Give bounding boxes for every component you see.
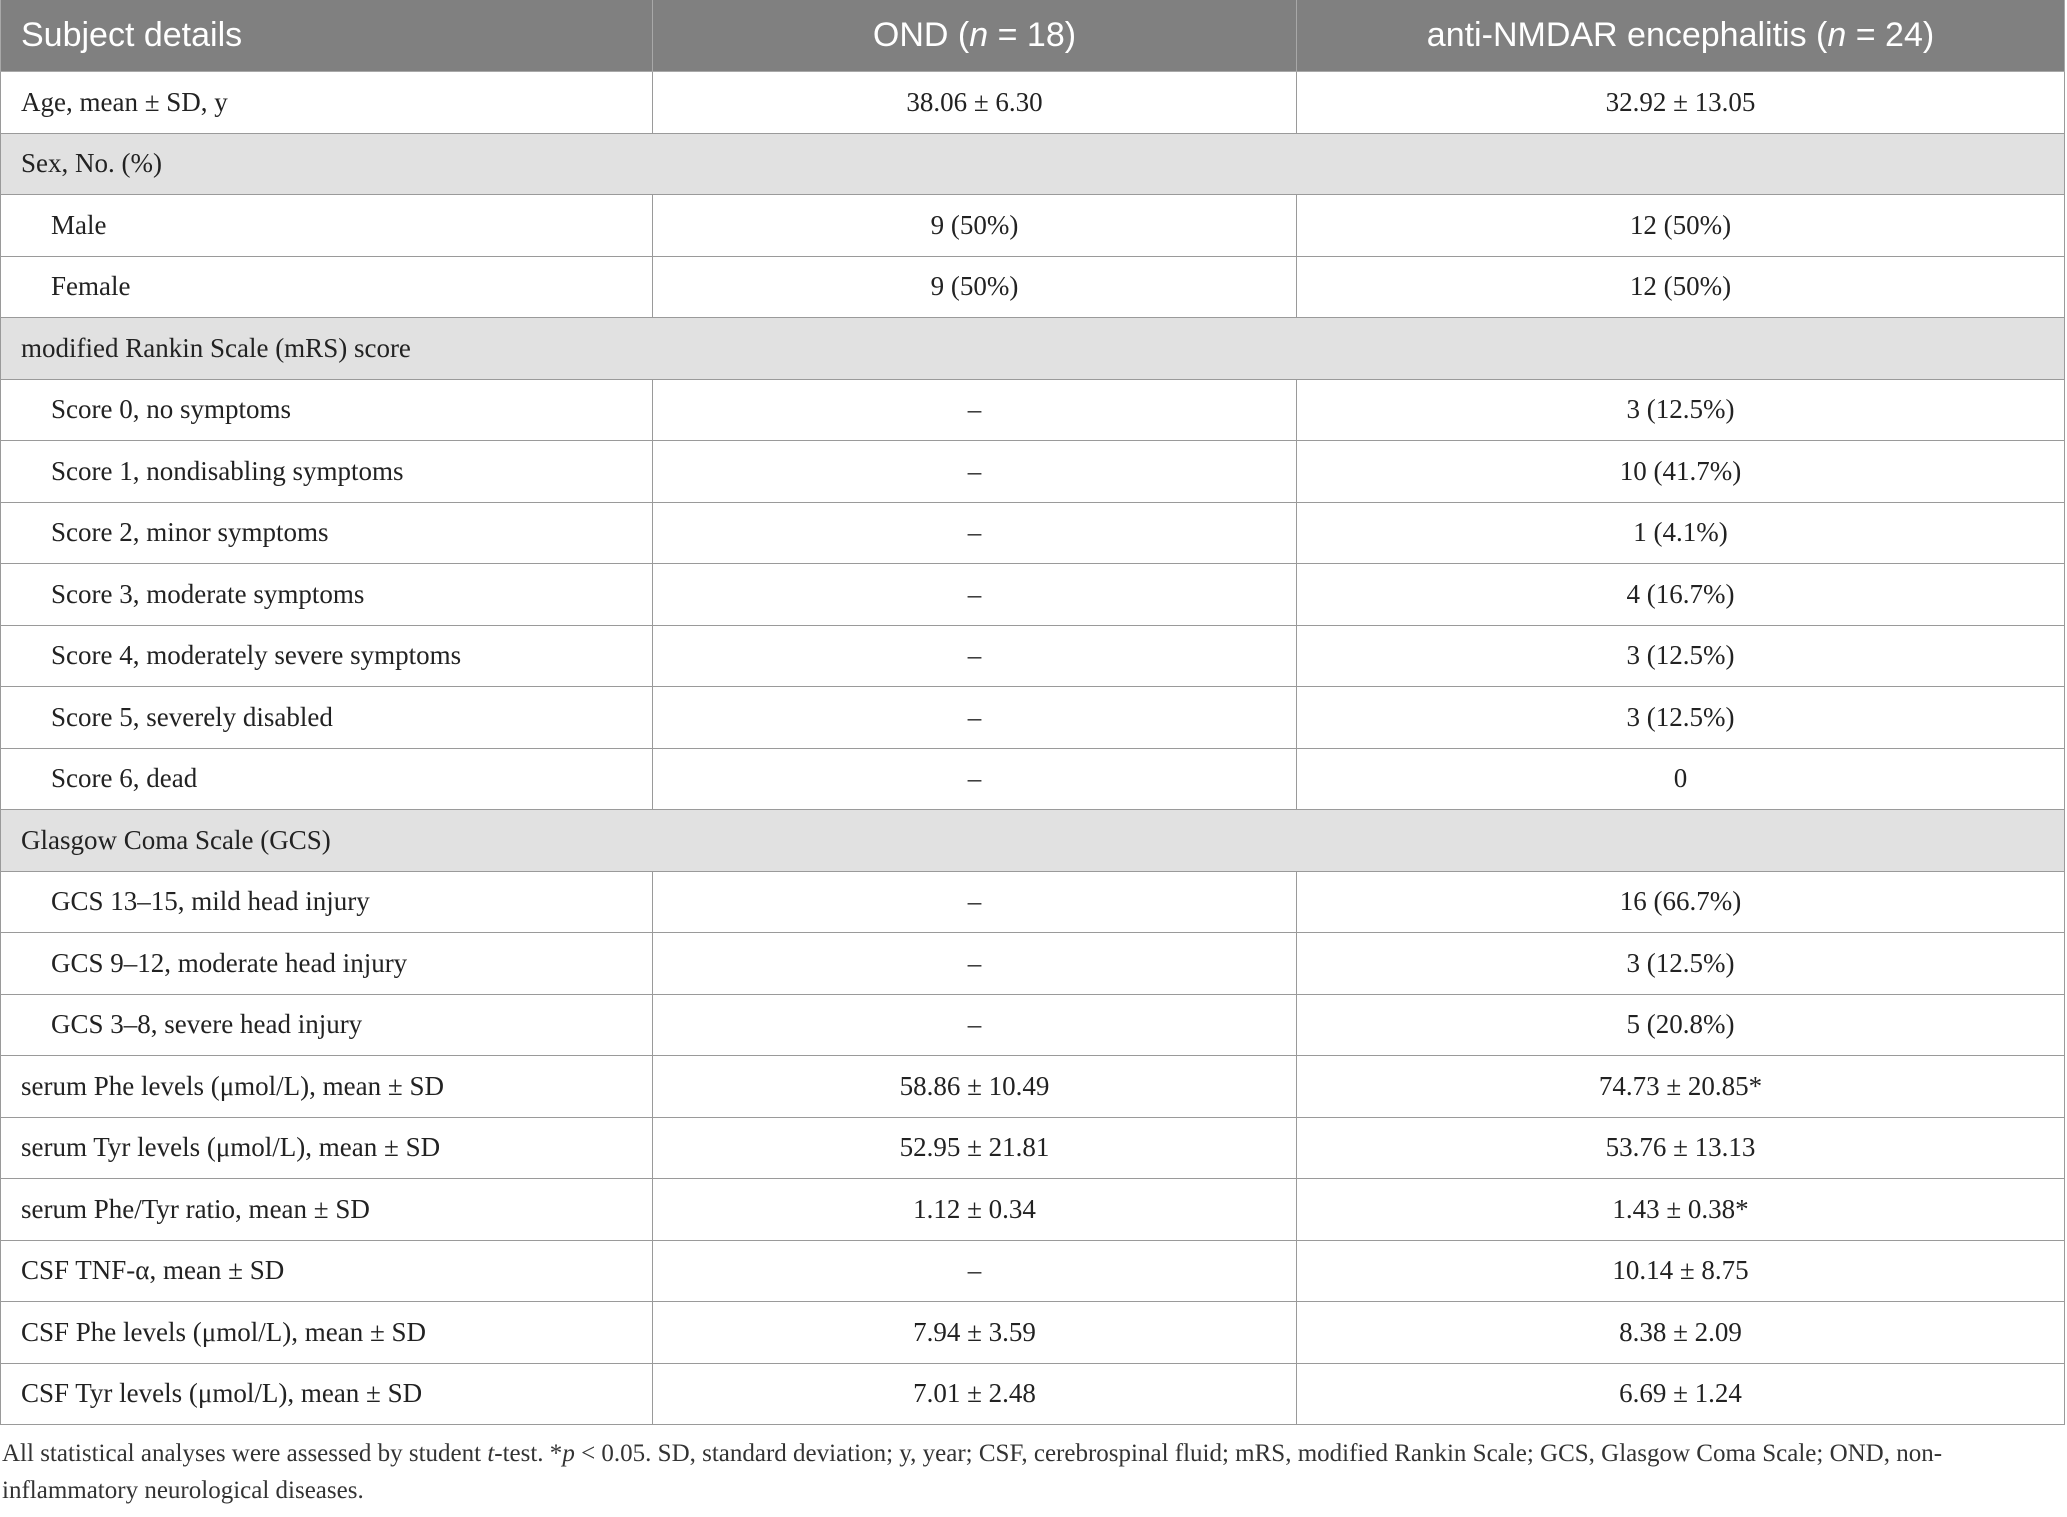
group-label: modified Rankin Scale (mRS) score <box>1 318 2065 380</box>
table-row <box>1 1056 2065 1118</box>
table-row <box>1 687 2065 749</box>
row-label: Score 3, moderate symptoms <box>1 564 653 626</box>
row-label: GCS 9–12, moderate head injury <box>1 933 653 995</box>
nmdar-value: 3 (12.5%) <box>1297 379 2065 441</box>
row-label: GCS 3–8, severe head injury <box>1 994 653 1056</box>
ond-value: – <box>653 625 1297 687</box>
ond-value: 58.86 ± 10.49 <box>653 1056 1297 1118</box>
table-row <box>1 72 2065 134</box>
row-label: Age, mean ± SD, y <box>1 72 653 134</box>
table-row <box>1 502 2065 564</box>
footnote-part1: All statistical analyses were assessed by student <box>2 1440 488 1467</box>
header-nmdar <box>1297 0 2065 72</box>
group-label: Glasgow Coma Scale (GCS) <box>1 810 2065 872</box>
row-label: CSF Tyr levels (μmol/L), mean ± SD <box>1 1363 653 1425</box>
table-row <box>1 1363 2065 1425</box>
table-footnote <box>0 1425 2044 1509</box>
nmdar-value: 3 (12.5%) <box>1297 687 2065 749</box>
ond-value: – <box>653 687 1297 749</box>
ond-value: 52.95 ± 21.81 <box>653 1117 1297 1179</box>
nmdar-value: 74.73 ± 20.85* <box>1297 1056 2065 1118</box>
nmdar-value: 3 (12.5%) <box>1297 625 2065 687</box>
header-subject-details: Subject details <box>1 0 653 72</box>
table-row <box>1 748 2065 810</box>
header-nmdar-suffix: = 24) <box>1846 16 1935 54</box>
header-ond-prefix: OND ( <box>872 16 970 54</box>
table-row <box>1 1117 2065 1179</box>
ond-value: 38.06 ± 6.30 <box>653 72 1297 134</box>
ond-value: 9 (50%) <box>653 256 1297 318</box>
nmdar-value: 0 <box>1297 748 2065 810</box>
nmdar-value: 32.92 ± 13.05 <box>1297 72 2065 134</box>
table-row <box>1 933 2065 995</box>
ond-value: – <box>653 441 1297 503</box>
header-ond <box>653 0 1297 72</box>
group-row-sex <box>1 133 2065 195</box>
ond-value: 7.94 ± 3.59 <box>653 1302 1297 1364</box>
table-row <box>1 625 2065 687</box>
nmdar-value: 1.43 ± 0.38* <box>1297 1179 2065 1241</box>
table-row <box>1 871 2065 933</box>
nmdar-value: 53.76 ± 13.13 <box>1297 1117 2065 1179</box>
nmdar-value: 12 (50%) <box>1297 195 2065 257</box>
table-row <box>1 994 2065 1056</box>
nmdar-value: 8.38 ± 2.09 <box>1297 1302 2065 1364</box>
ond-value: – <box>653 748 1297 810</box>
table-row <box>1 1240 2065 1302</box>
row-label: Female <box>1 256 653 318</box>
table-row <box>1 441 2065 503</box>
table-row <box>1 1179 2065 1241</box>
ond-value: – <box>653 933 1297 995</box>
row-label: serum Phe/Tyr ratio, mean ± SD <box>1 1179 653 1241</box>
nmdar-value: 4 (16.7%) <box>1297 564 2065 626</box>
header-row <box>1 0 2065 72</box>
ond-value: – <box>653 502 1297 564</box>
ond-value: – <box>653 1240 1297 1302</box>
nmdar-value: 3 (12.5%) <box>1297 933 2065 995</box>
row-label: Score 1, nondisabling symptoms <box>1 441 653 503</box>
row-label: Score 6, dead <box>1 748 653 810</box>
row-label: GCS 13–15, mild head injury <box>1 871 653 933</box>
group-row-gcs <box>1 810 2065 872</box>
row-label: serum Phe levels (μmol/L), mean ± SD <box>1 1056 653 1118</box>
row-label: Score 0, no symptoms <box>1 379 653 441</box>
header-nmdar-n: n <box>1827 16 1847 54</box>
row-label: Male <box>1 195 653 257</box>
table-row <box>1 379 2065 441</box>
row-label: serum Tyr levels (μmol/L), mean ± SD <box>1 1117 653 1179</box>
table-row <box>1 195 2065 257</box>
ond-value: – <box>653 994 1297 1056</box>
footnote-t: t <box>487 1440 495 1467</box>
nmdar-value: 6.69 ± 1.24 <box>1297 1363 2065 1425</box>
nmdar-value: 10.14 ± 8.75 <box>1297 1240 2065 1302</box>
nmdar-value: 1 (4.1%) <box>1297 502 2065 564</box>
row-label: CSF Phe levels (μmol/L), mean ± SD <box>1 1302 653 1364</box>
footnote-part3: < 0.05. SD, standard deviation; y, year; CSF, cerebrospinal fluid; mRS, modified Rankin Scale; GCS, Glasgow Coma Scale; OND, non-inflammatory neurological diseases. <box>2 1440 1943 1504</box>
ond-value: 7.01 ± 2.48 <box>653 1363 1297 1425</box>
nmdar-value: 5 (20.8%) <box>1297 994 2065 1056</box>
nmdar-value: 10 (41.7%) <box>1297 441 2065 503</box>
ond-value: 9 (50%) <box>653 195 1297 257</box>
ond-value: – <box>653 379 1297 441</box>
footnote-p: p <box>562 1440 575 1467</box>
ond-value: – <box>653 564 1297 626</box>
table-row <box>1 1302 2065 1364</box>
footnote-part2: -test. * <box>494 1440 563 1467</box>
nmdar-value: 12 (50%) <box>1297 256 2065 318</box>
table-row <box>1 256 2065 318</box>
header-ond-suffix: = 18) <box>988 16 1077 54</box>
nmdar-value: 16 (66.7%) <box>1297 871 2065 933</box>
row-label: Score 5, severely disabled <box>1 687 653 749</box>
row-label: Score 2, minor symptoms <box>1 502 653 564</box>
group-label: Sex, No. (%) <box>1 133 2065 195</box>
ond-value: 1.12 ± 0.34 <box>653 1179 1297 1241</box>
table-row <box>1 564 2065 626</box>
ond-value: – <box>653 871 1297 933</box>
row-label: Score 4, moderately severe symptoms <box>1 625 653 687</box>
group-row-mrs <box>1 318 2065 380</box>
header-ond-n: n <box>969 16 989 54</box>
header-nmdar-prefix: anti-NMDAR encephalitis ( <box>1426 16 1828 54</box>
row-label: CSF TNF-α, mean ± SD <box>1 1240 653 1302</box>
